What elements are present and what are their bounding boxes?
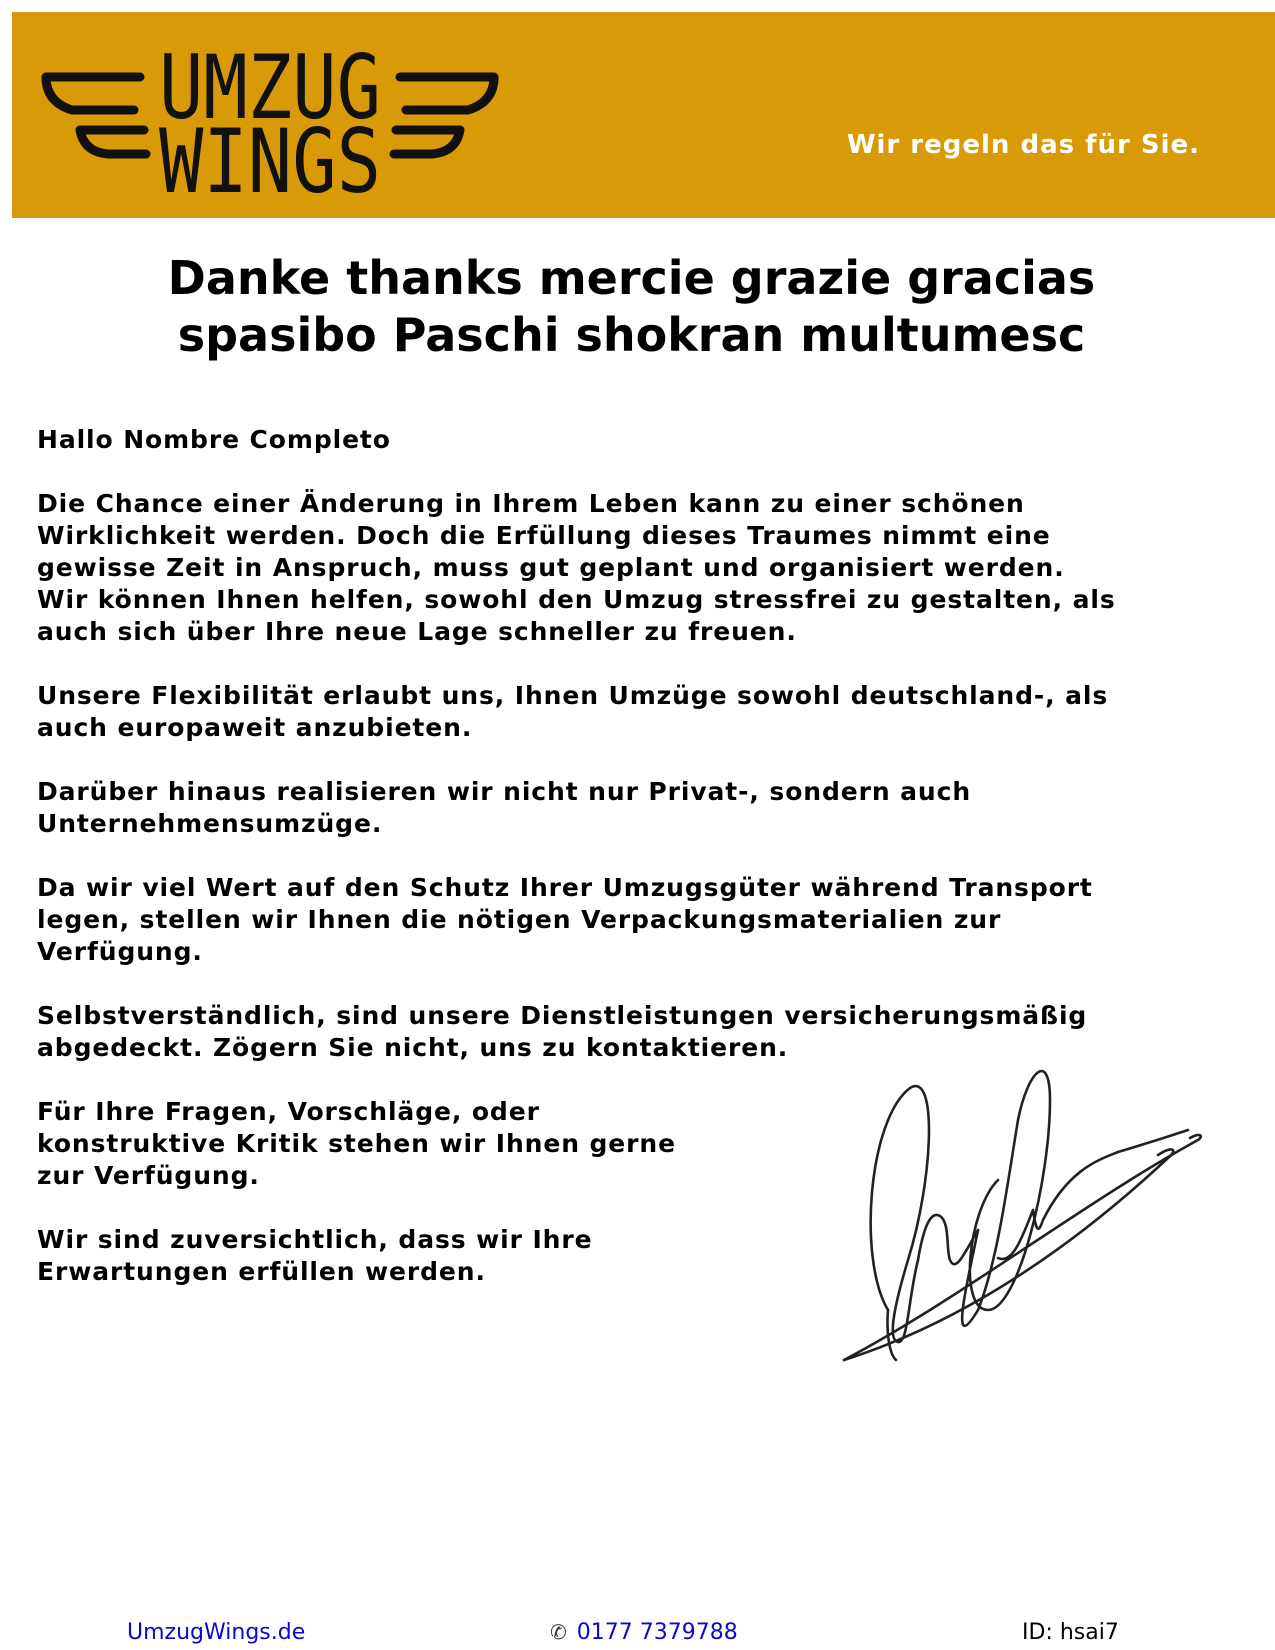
header-banner	[12, 12, 1275, 218]
title-line-2: spasibo Paschi shokran multumesc	[177, 308, 1086, 362]
phone-number[interactable]: 0177 7379788	[576, 1620, 738, 1645]
paragraph-feedback: Für Ihre Fragen, Vorschläge, oder konstruktive Kritik stehen wir Ihnen gerne zur Verfügung.	[37, 1097, 676, 1190]
paragraph-business: Darüber hinaus realisieren wir nicht nur Privat-, sondern auch Unternehmensumzüge.	[37, 777, 972, 838]
handwritten-signature	[838, 1060, 1228, 1420]
phone-link[interactable]	[550, 1620, 738, 1645]
title-line-1: Danke thanks mercie grazie gracias	[167, 251, 1096, 305]
paragraph-intro: Die Chance einer Änderung in Ihrem Leben kann zu einer schönen Wirklichkeit werden. Doch die Erfüllung dieses Traumes nimmt eine gewisse Zeit in Anspruch, muss gut geplant und organisiert werden. Wir können Ihnen helfen, sowohl den Umzug stressfrei zu gestalten, als auch sich über Ihre neue Lage schneller zu freuen.	[37, 489, 1116, 646]
logo-text-line2: WINGS	[159, 110, 381, 200]
paragraph-flexibility: Unsere Flexibilität erlaubt uns, Ihnen Umzüge sowohl deutschland-, als auch europaweit anzubieten.	[37, 681, 1109, 742]
website-link[interactable]: UmzugWings.de	[127, 1620, 306, 1645]
logo-text-line1: UMZUG	[159, 36, 381, 139]
paragraph-packaging: Da wir viel Wert auf den Schutz Ihrer Umzugsgüter während Transport legen, stellen wir Ihnen die nötigen Verpackungsmaterialien zur Verfügung.	[37, 873, 1093, 966]
page-title	[0, 250, 1263, 364]
paragraph-closing: Wir sind zuversichtlich, dass wir Ihre Erwartungen erfüllen werden.	[37, 1225, 593, 1286]
umzug-wings-logo	[34, 32, 506, 200]
phone-icon: ✆	[550, 1620, 567, 1644]
tagline: Wir regeln das für Sie.	[846, 130, 1200, 160]
paragraph-insurance: Selbstverständlich, sind unsere Dienstleistungen versicherungsmäßig abgedeckt. Zögern Sie nicht, uns zu kontaktieren.	[37, 1001, 1088, 1062]
greeting: Hallo Nombre Completo	[37, 425, 391, 454]
document-id: ID: hsai7	[1022, 1620, 1119, 1645]
